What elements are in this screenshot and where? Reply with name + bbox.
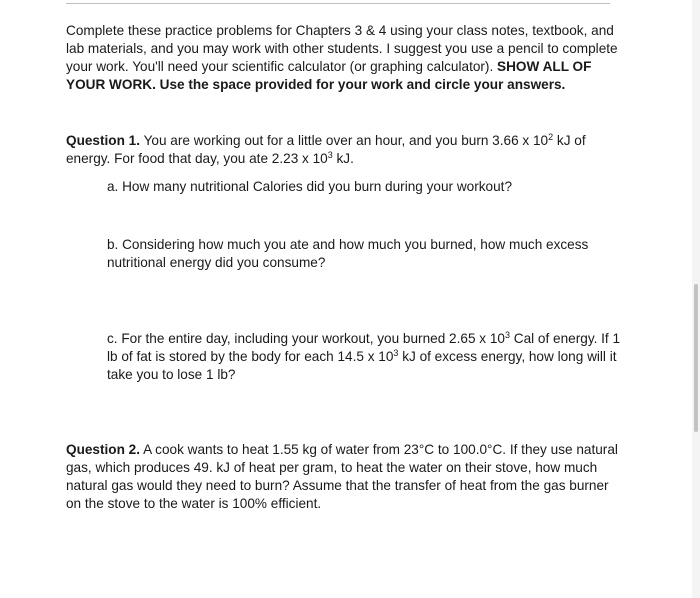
question-1-text-c: kJ. bbox=[332, 151, 354, 166]
question-1-text: You are working out for a little over an hour, and you burn 3.66 x 10 bbox=[143, 133, 549, 148]
worksheet-page bbox=[66, 22, 626, 513]
question-1 bbox=[66, 132, 626, 168]
question-2-label: Question 2. bbox=[66, 442, 141, 457]
question-2 bbox=[66, 441, 626, 513]
question-2-text: A cook wants to heat 1.55 kg of water from 23°C to 100.0°C. If they use natural gas, which produces 49. kJ of heat per gram, to heat the water on their stove, how much natural gas would they need to burn? Assume that the transfer of heat from the gas burner on the stove to the water is 100% efficient. bbox=[66, 442, 618, 511]
instructions bbox=[66, 22, 626, 94]
instructions-text: Complete these practice problems for Chapters 3 & 4 using your class notes, textbook, and lab materials, and you may work with other students. I suggest you use a pencil to complete your work. You'll need your scientific calculator (or graphing calculator). bbox=[66, 23, 618, 74]
question-1-part-a: a. How many nutritional Calories did you burn during your workout? bbox=[107, 179, 512, 194]
question-1-exponent-a: 2 bbox=[548, 132, 554, 142]
question-1-label: Question 1. bbox=[66, 133, 141, 148]
part-c-text-2: Cal of energy. If 1 lb of fat is stored by the body for each 14.5 x 10 bbox=[107, 331, 621, 364]
question-1-text-b: kJ of energy. For food that day, you ate 2.23 x 10 bbox=[66, 133, 586, 166]
instructions-bold: SHOW ALL OF YOUR WORK. Use the space provided for your work and circle your answers. bbox=[66, 59, 592, 92]
question-1-exponent-b: 3 bbox=[327, 150, 333, 160]
part-c-text-3: kJ of excess energy, how long will it take you to lose 1 lb? bbox=[107, 349, 617, 382]
question-1-part-c bbox=[107, 330, 627, 384]
top-divider bbox=[66, 3, 610, 4]
part-c-exponent-2: 3 bbox=[393, 348, 399, 358]
part-c-text: c. For the entire day, including your workout, you burned 2.65 x 10 bbox=[107, 331, 505, 346]
question-1-part-b: b. Considering how much you ate and how much you burned, how much excess nutritional energy did you consume? bbox=[107, 237, 589, 270]
vertical-scrollbar[interactable] bbox=[692, 0, 700, 598]
scrollbar-thumb[interactable] bbox=[694, 284, 698, 432]
part-c-exponent-1: 3 bbox=[504, 330, 510, 340]
